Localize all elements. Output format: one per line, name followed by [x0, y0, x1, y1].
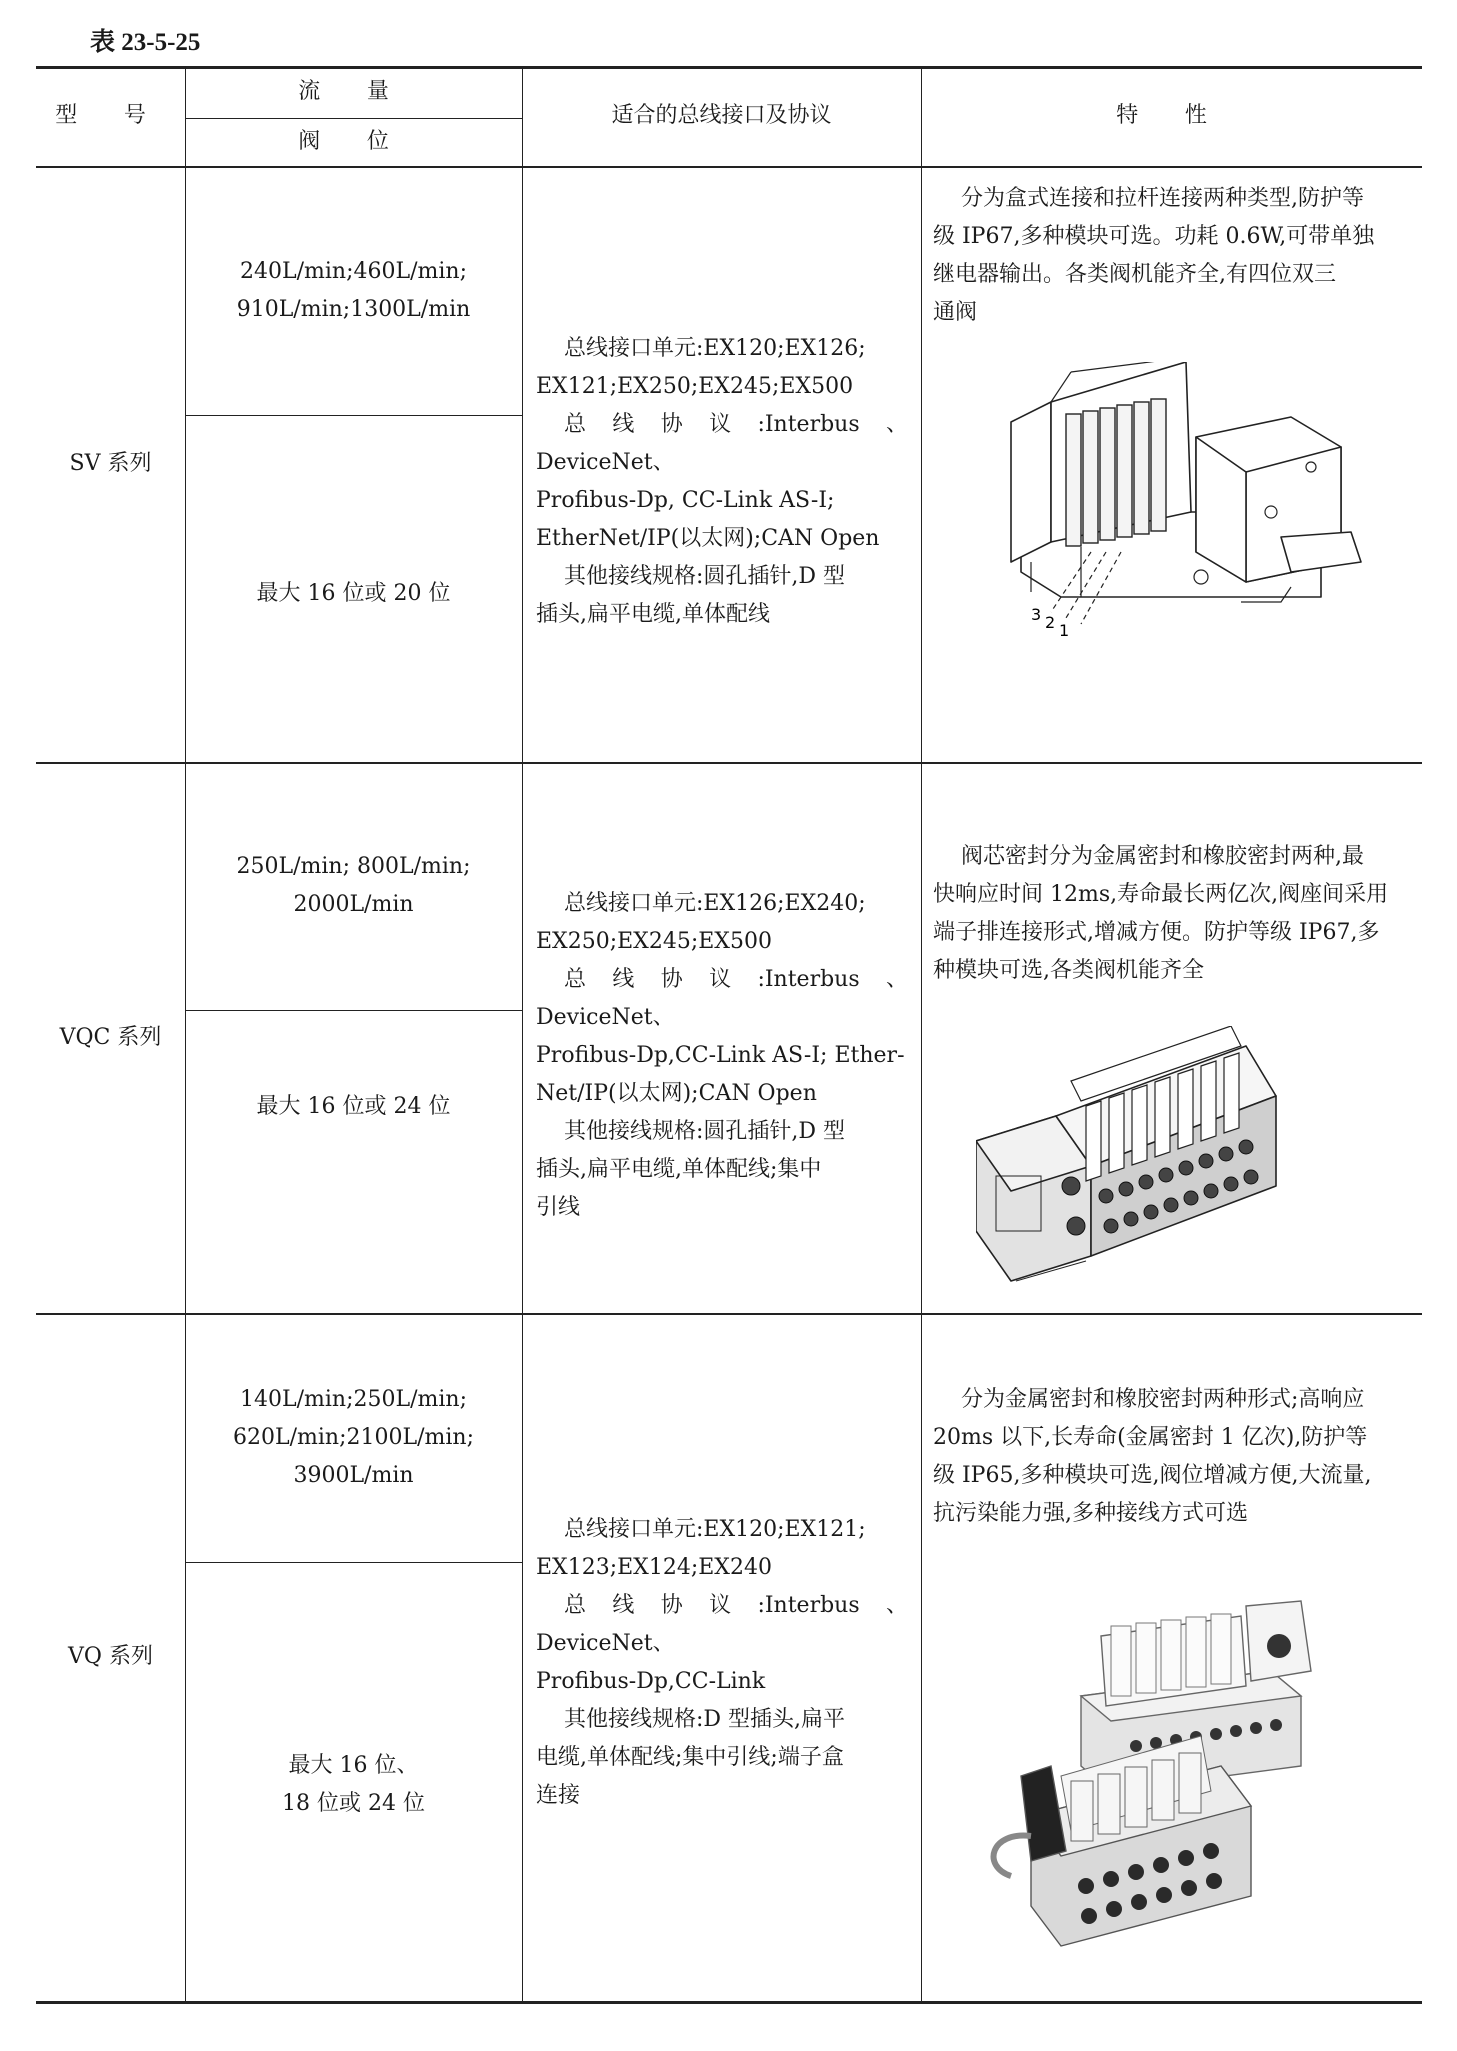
interface-line: 总线协议:Interbus、DeviceNet、: [536, 967, 908, 1030]
flow-line: 250L/min; 800L/min;: [236, 854, 471, 879]
interface-line: 其他接线规格:D 型插头,扁平: [564, 1707, 846, 1732]
row-vq-interface: [536, 1511, 908, 1815]
header-features: 特 性: [1116, 103, 1227, 128]
interface-line: Net/IP(以太网);CAN Open: [536, 1081, 817, 1106]
interface-line: 引线: [536, 1195, 581, 1220]
interface-line: 连接: [536, 1783, 581, 1808]
row-vqc-interface: [536, 885, 908, 1227]
interface-line: 总线接口单元:EX126;EX240;: [564, 891, 866, 916]
features-line: 种模块可选,各类阀机能齐全: [933, 958, 1204, 983]
interface-line: 其他接线规格:圆孔插针,D 型: [564, 1119, 846, 1144]
spec-table: [36, 66, 1422, 2004]
interface-line: EX121;EX250;EX245;EX500: [536, 374, 854, 399]
table-caption: 表 23-5-25: [90, 29, 201, 56]
positions-line: 18 位或 24 位: [282, 1791, 425, 1816]
features-line: 分为金属密封和橡胶密封两种形式;高响应: [961, 1387, 1365, 1412]
header-valve-positions: 阀 位: [298, 129, 409, 154]
interface-line: EtherNet/IP(以太网);CAN Open: [536, 526, 880, 551]
positions-line: 最大 16 位或 20 位: [256, 581, 451, 606]
row-vq-flow: [185, 1313, 522, 1562]
features-line: 阀芯密封分为金属密封和橡胶密封两种,最: [961, 844, 1364, 869]
features-line: 快响应时间 12ms,寿命最长两亿次,阀座间采用: [933, 882, 1389, 907]
interface-line: 总线接口单元:EX120;EX126;: [564, 336, 866, 361]
row-vqc-model: VQC 系列: [59, 1024, 162, 1050]
port-label: 3: [1031, 605, 1042, 624]
header-flow: 流 量: [298, 79, 409, 104]
header-interface: 适合的总线接口及协议: [611, 103, 832, 128]
interface-line: 总线协议:Interbus、DeviceNet、: [536, 1593, 908, 1656]
row-vq-positions: [185, 1562, 522, 2001]
features-line: 抗污染能力强,多种接线方式可选: [933, 1501, 1248, 1526]
features-line: 端子排连接形式,增减方便。防护等级 IP67,多: [933, 920, 1380, 945]
interface-line: 插头,扁平电缆,单体配线: [536, 602, 770, 627]
vqc-valve-manifold-illustration: [976, 1026, 1356, 1296]
flow-line: 140L/min;250L/min;: [240, 1386, 467, 1412]
row-vqc-flow: [185, 762, 522, 1010]
port-label: 1: [1059, 621, 1070, 640]
port-label: 2: [1045, 613, 1056, 632]
interface-line: 其他接线规格:圆孔插针,D 型: [564, 564, 846, 589]
flow-line: 240L/min;460L/min;: [240, 258, 467, 284]
positions-line: 最大 16 位或 24 位: [256, 1094, 451, 1119]
flow-line: 620L/min;2100L/min;: [233, 1424, 474, 1450]
row-vqc-positions: [185, 1010, 522, 1313]
features-line: 级 IP65,多种模块可选,阀位增减方便,大流量,: [933, 1463, 1372, 1488]
vq-valve-manifold-photo: [971, 1576, 1351, 1986]
interface-line: EX250;EX245;EX500: [536, 929, 772, 954]
row-vqc-features: [933, 838, 1413, 990]
row-vq-features: [933, 1381, 1413, 1533]
flow-line: 3900L/min: [293, 1462, 414, 1488]
interface-line: Profibus-Dp,CC-Link: [536, 1669, 766, 1694]
interface-line: 电缆,单体配线;集中引线;端子盒: [536, 1745, 844, 1770]
row-sv-model: SV 系列: [69, 451, 152, 476]
flow-line: 910L/min;1300L/min: [236, 296, 471, 322]
interface-line: 总线协议:Interbus、DeviceNet、: [536, 412, 908, 475]
interface-line: Profibus-Dp, CC-Link AS-I;: [536, 488, 835, 513]
table-bottom-rule: [36, 2001, 1422, 2004]
col-rule-3: [921, 66, 922, 2002]
interface-line: Profibus-Dp,CC-Link AS-I; Ether-: [536, 1043, 905, 1068]
features-line: 分为盒式连接和拉杆连接两种类型,防护等: [961, 186, 1364, 211]
col-rule-2: [522, 66, 523, 2002]
features-line: 继电器输出。各类阀机能齐全,有四位双三: [933, 262, 1336, 287]
header-model: 型 号: [55, 103, 166, 128]
row-vq-model: VQ 系列: [68, 1644, 153, 1669]
sv-valve-manifold-illustration: [991, 362, 1371, 652]
row-sv-positions: [185, 415, 522, 762]
flow-line: 2000L/min: [293, 892, 414, 917]
positions-line: 最大 16 位、: [288, 1753, 419, 1778]
row-sv-features: [933, 180, 1413, 332]
interface-line: 总线接口单元:EX120;EX121;: [564, 1517, 866, 1542]
features-line: 20ms 以下,长寿命(金属密封 1 亿次),防护等: [933, 1425, 1368, 1450]
row-sv-interface: [536, 330, 908, 634]
interface-line: 插头,扁平电缆,单体配线;集中: [536, 1157, 822, 1182]
row-sv-flow: [185, 166, 522, 415]
features-line: 通阀: [933, 300, 978, 325]
interface-line: EX123;EX124;EX240: [536, 1555, 772, 1580]
features-line: 级 IP67,多种模块可选。功耗 0.6W,可带单独: [933, 224, 1375, 249]
